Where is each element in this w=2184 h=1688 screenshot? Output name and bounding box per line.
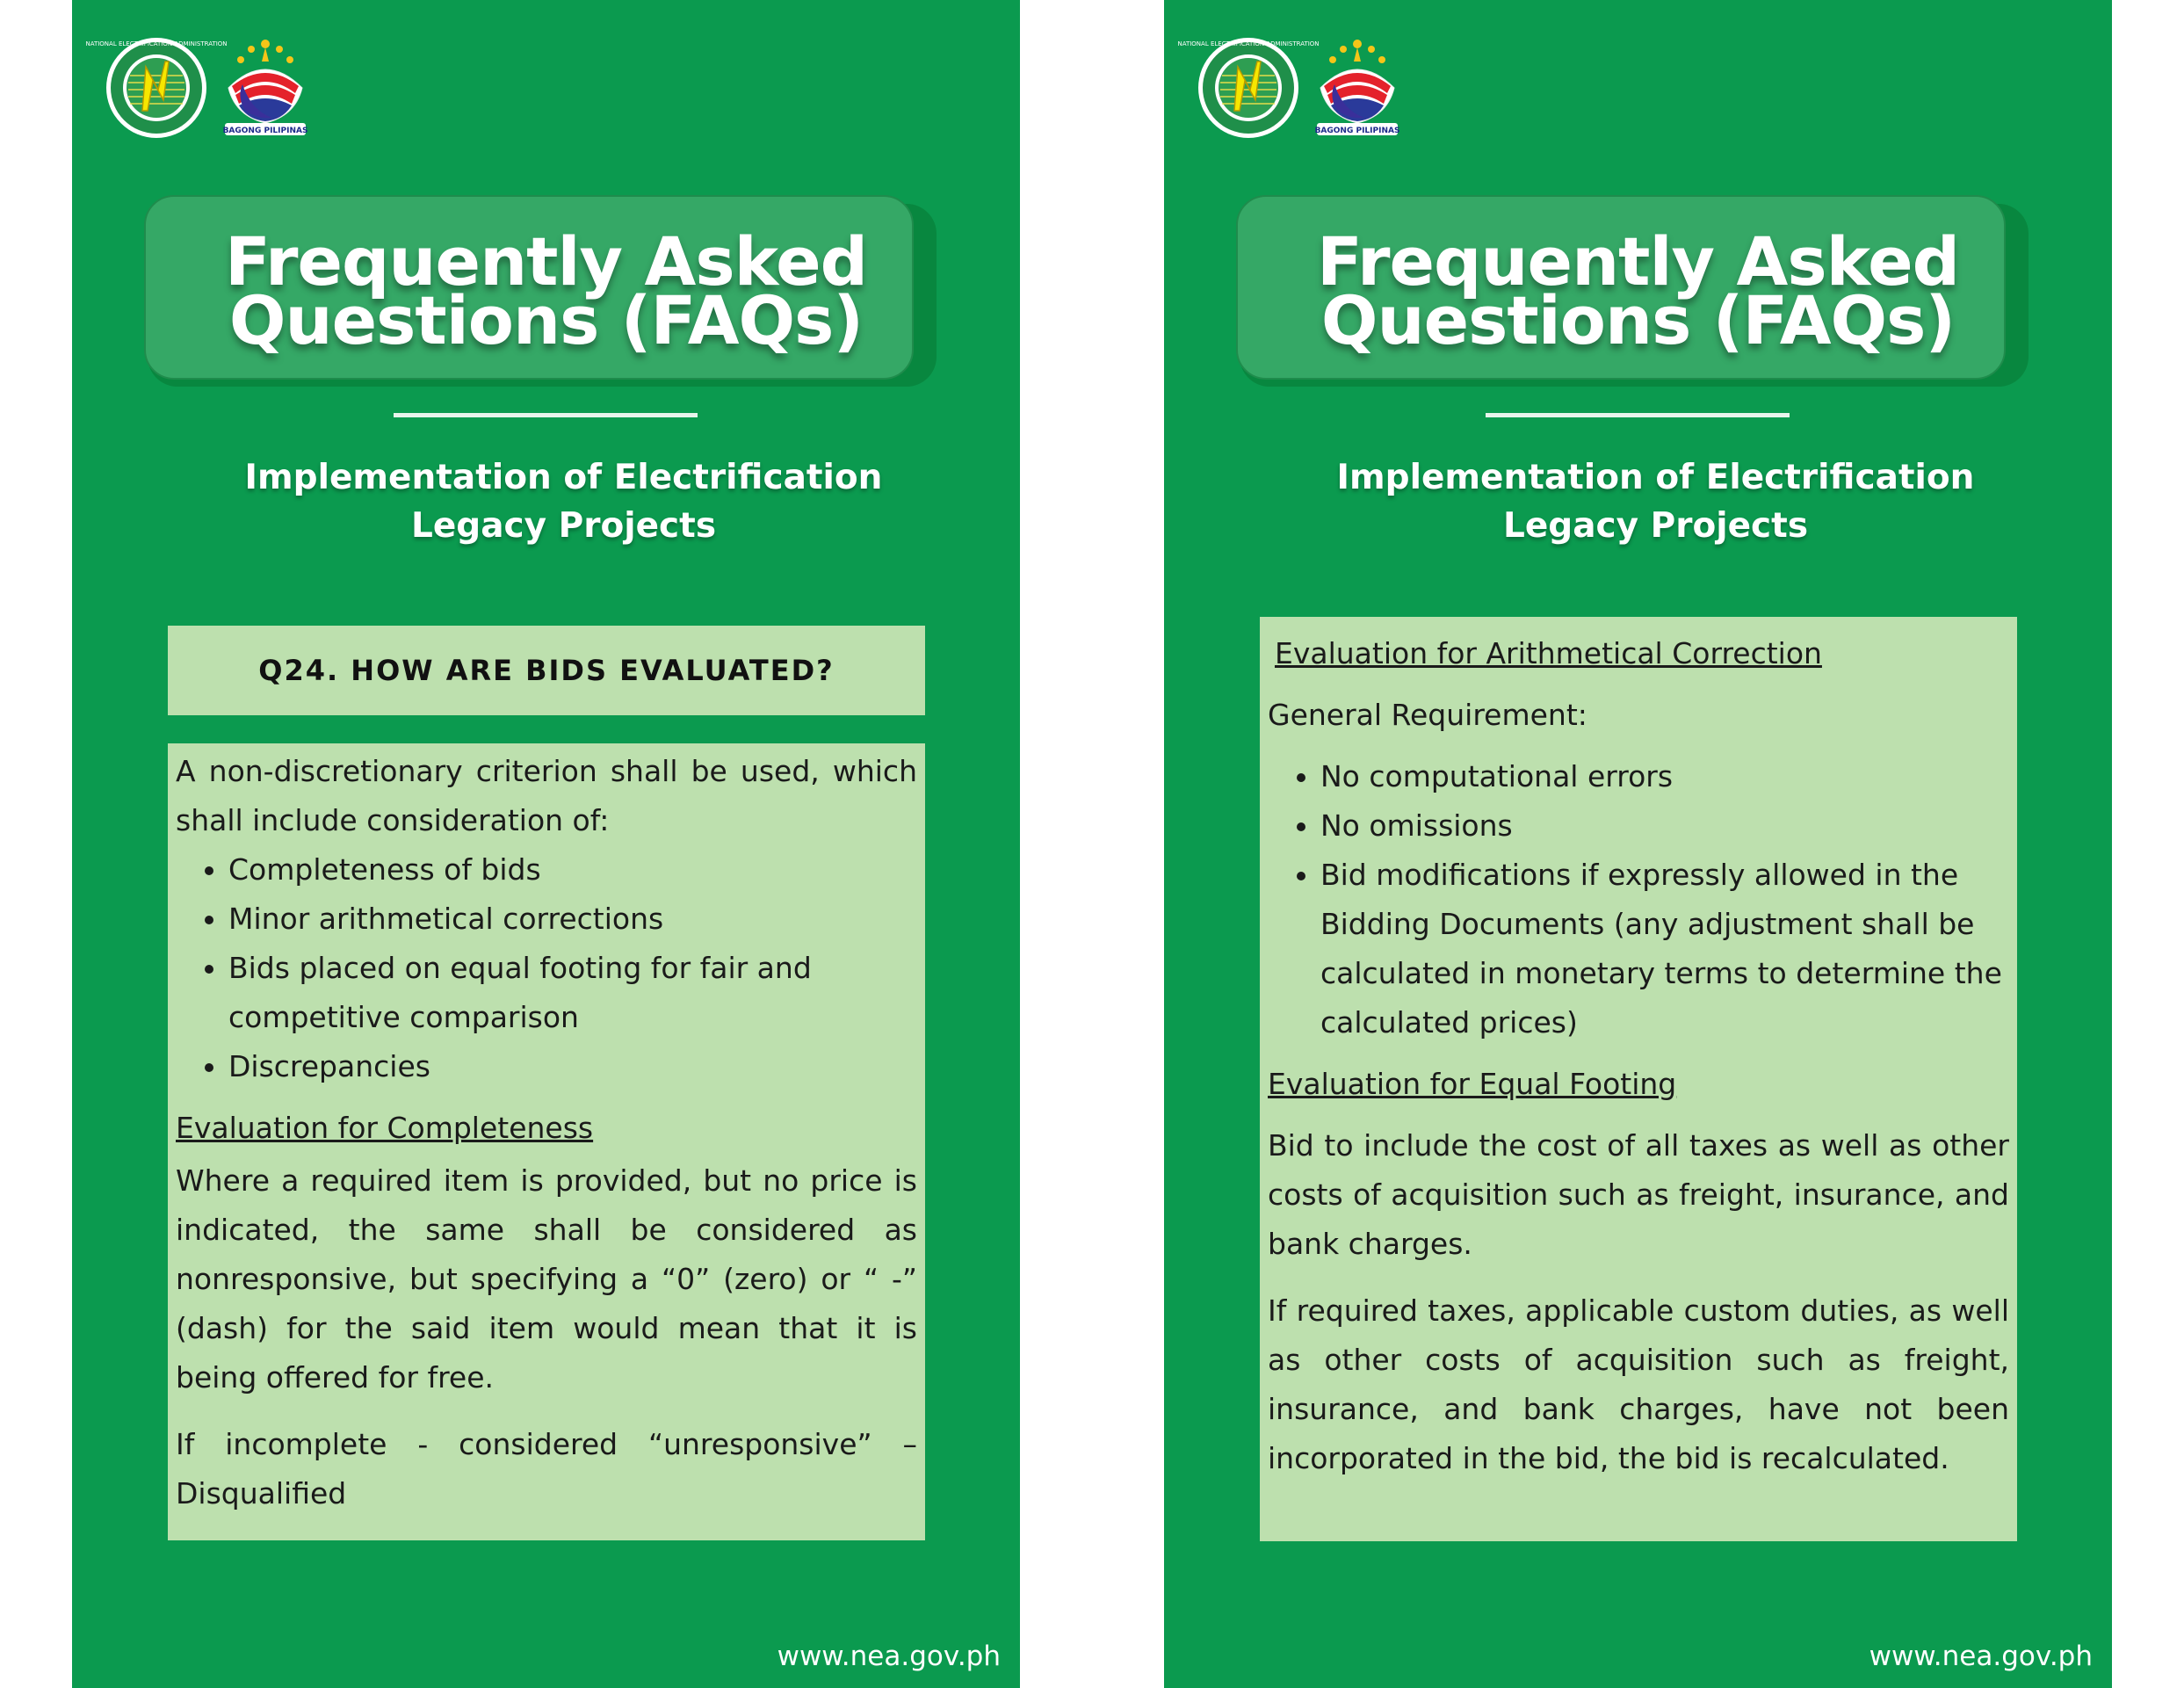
logo-group xyxy=(1177,35,1415,141)
page-title-line-2: Questions (FAQs) xyxy=(1320,281,1956,359)
svg-text:NATIONAL ELECTRIFICATION ADMIN: NATIONAL ELECTRIFICATION ADMINISTRATION xyxy=(1177,40,1320,47)
website-url: www.nea.gov.ph xyxy=(1869,1641,2093,1672)
incomplete-paragraph: If incomplete - considered “unresponsive” – Disqualified xyxy=(176,1427,917,1511)
divider xyxy=(394,413,698,417)
nea-logo-icon xyxy=(85,35,228,141)
nea-logo-icon xyxy=(1177,35,1320,141)
subtitle-line-2: Legacy Projects xyxy=(1502,506,1809,546)
completeness-paragraph: Where a required item is provided, but no price is indicated, the same shall be considered as nonresponsive, but specifying a “0” (zero) or “ -” (dash) for the said item would mean that it is being offered for free. xyxy=(176,1163,917,1395)
list-item: • No omissions xyxy=(1320,801,2009,851)
criteria-list xyxy=(176,845,917,1091)
list-item: • No computational errors xyxy=(1320,752,2009,801)
list-item: • Bids placed on equal footing for fair and competitive comparison xyxy=(228,944,917,1042)
answer-content-box xyxy=(168,743,925,1540)
subtitle-line-1: Implementation of Electrification xyxy=(244,458,883,497)
list-item: • Bid modifications if expressly allowed in the Bidding Documents (any adjustment shall be calculated in monetary terms to determine the calculated prices) xyxy=(1320,851,2009,1047)
equal-footing-paragraph: Bid to include the cost of all taxes as well as other costs of acquisition such as freight, insurance, and bank charges. xyxy=(1268,1128,2009,1261)
question-heading: Q24. HOW ARE BIDS EVALUATED? xyxy=(258,654,835,687)
svg-text:NATIONAL ELECTRIFICATION ADMIN: NATIONAL ELECTRIFICATION ADMINISTRATION xyxy=(85,40,228,47)
intro-text: A non-discretionary criterion shall be used, which shall include consideration of: xyxy=(176,754,917,837)
subtitle-line-2: Legacy Projects xyxy=(410,506,717,546)
subtitle-line-1: Implementation of Electrification xyxy=(1336,458,1975,497)
svg-text:BAGONG PILIPINAS: BAGONG PILIPINAS xyxy=(222,127,308,135)
requirement-list xyxy=(1268,752,2009,1047)
logo-group xyxy=(85,35,323,141)
bagong-pilipinas-logo-icon xyxy=(1308,35,1407,141)
list-item: • Discrepancies xyxy=(228,1042,917,1091)
section-heading-equal-footing: Evaluation for Equal Footing xyxy=(1268,1067,1677,1101)
website-url: www.nea.gov.ph xyxy=(777,1641,1001,1672)
divider xyxy=(1486,413,1790,417)
list-item: • Minor arithmetical corrections xyxy=(228,895,917,944)
page-title-line-1: Frequently Asked xyxy=(1316,222,1960,301)
recalculation-paragraph: If required taxes, applicable custom duties, as well as other costs of acquisition such as freight, insurance, and bank charges, have not been incorporated in the bid, the bid is recalculated. xyxy=(1268,1293,2009,1475)
page-title-line-1: Frequently Asked xyxy=(224,222,868,301)
faq-panel-left xyxy=(72,0,1020,1688)
faq-panel-right xyxy=(1164,0,2112,1688)
bagong-pilipinas-logo-icon xyxy=(216,35,315,141)
answer-content-box xyxy=(1260,617,2017,1541)
page-title-line-2: Questions (FAQs) xyxy=(228,281,864,359)
list-item: • Completeness of bids xyxy=(228,845,917,895)
question-box xyxy=(168,626,925,715)
section-heading-arithmetical: Evaluation for Arithmetical Correction xyxy=(1275,636,1822,670)
section-heading-completeness: Evaluation for Completeness xyxy=(176,1111,594,1145)
svg-text:BAGONG PILIPINAS: BAGONG PILIPINAS xyxy=(1314,127,1400,135)
general-requirement-label: General Requirement: xyxy=(1268,698,1587,732)
